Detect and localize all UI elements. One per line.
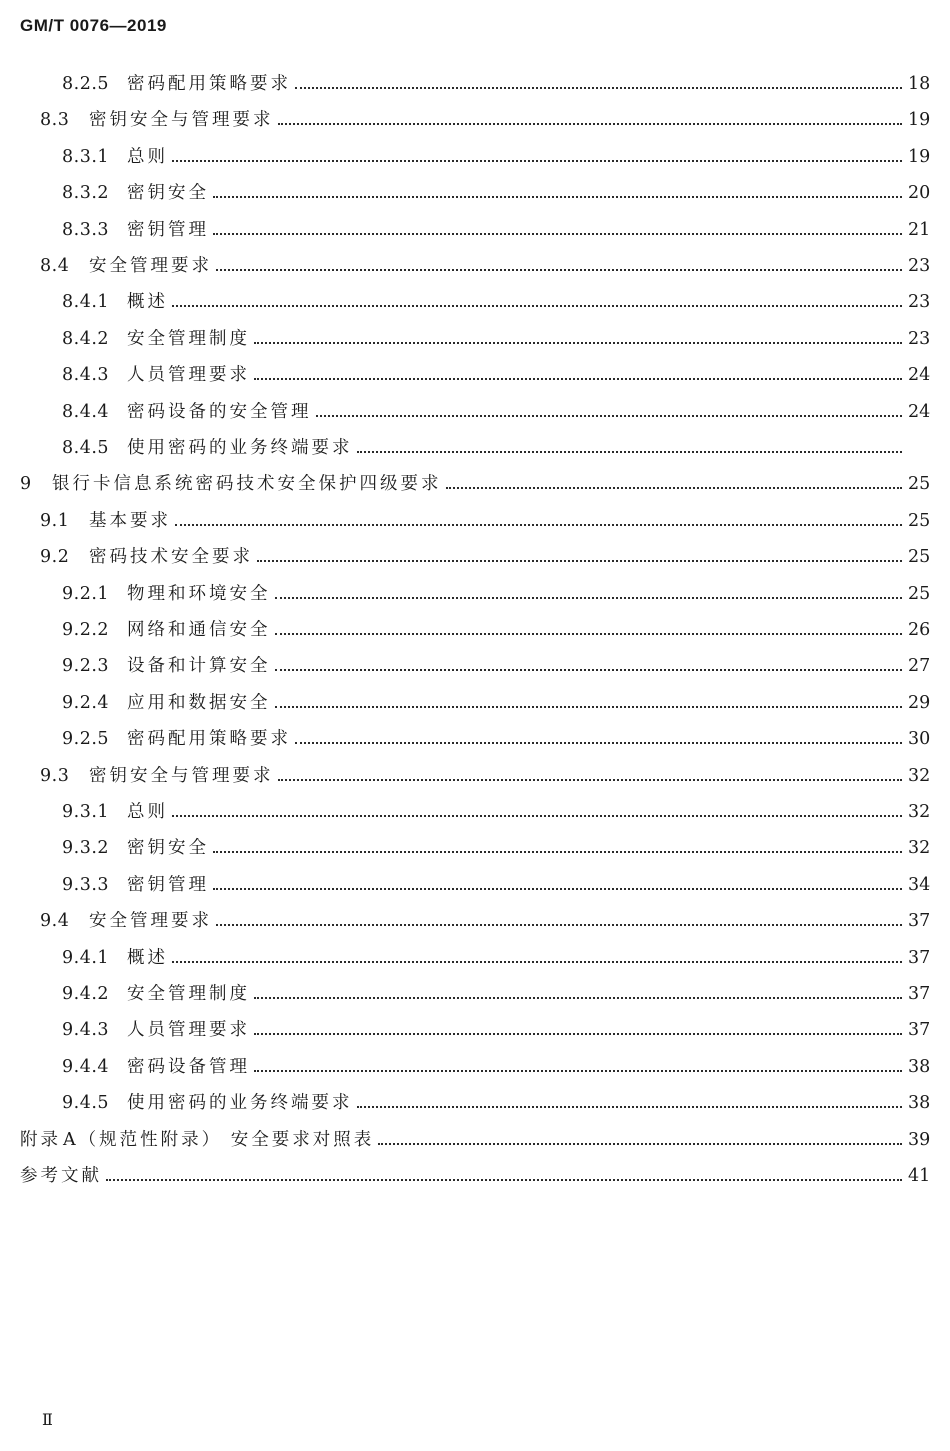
toc-entry-title: A（规范性附录） 安全要求对照表 [63,1129,375,1150]
toc-entry-number: 9.1 [40,510,70,531]
toc-entry-title: 安全管理要求 [89,256,212,276]
toc-entry[interactable] [40,248,930,284]
toc-entry[interactable] [62,321,930,357]
toc-entry-number: 9.2 [40,547,70,568]
toc-entry-title: 密码技术安全要求 [89,547,253,568]
dot-leader [254,976,902,1012]
toc-entry-page: 25 [908,474,931,495]
dot-leader [378,1122,902,1158]
toc-entry-page: 21 [908,219,931,240]
toc-entry[interactable] [62,794,930,830]
toc-entry[interactable] [62,830,930,866]
dot-leader [172,794,902,830]
toc-entry-page: 37 [908,947,931,968]
toc-entry-page: 25 [908,547,931,568]
toc-entry[interactable] [40,539,930,575]
dot-leader [172,139,902,175]
toc-entry-title: 使用密码的业务终端要求 [127,438,353,458]
dot-leader [275,612,903,648]
toc-entry[interactable] [20,466,930,502]
toc-entry-number: 9.3 [40,765,70,786]
toc-entry-page: 20 [908,183,931,204]
toc-entry-number: 9.3.3 [62,874,110,895]
dot-leader [213,175,902,211]
dot-leader [216,903,902,939]
toc-entry[interactable] [62,576,930,612]
toc-entry-number: 8.2.5 [62,74,110,94]
toc-entry-page: 41 [908,1166,931,1186]
toc-entry-number: 9.4 [40,911,70,932]
toc-entry-page: 24 [908,365,931,386]
toc-entry-title: 银行卡信息系统密码技术安全保护四级要求 [52,474,442,495]
toc-entry-page: 23 [908,292,931,313]
toc-entry-number: 9.2.4 [62,692,110,713]
toc-entry-title: 基本要求 [89,510,171,531]
toc-entry-number: 9.4.4 [62,1056,110,1077]
toc-entry-title: 参考文献 [20,1166,102,1186]
toc-entry[interactable] [40,903,930,939]
toc-entry-number: 9.2.5 [62,729,110,750]
toc-entry-title: 网络和通信安全 [127,620,271,640]
toc-entry[interactable] [40,503,930,539]
toc-entry-page: 32 [908,838,931,859]
toc-entry-page: 27 [908,656,931,677]
toc-entry-number: 8.3.3 [62,219,110,240]
dot-leader [275,685,903,721]
toc-entry[interactable] [62,867,930,903]
toc-entry-number: 9.3.2 [62,838,110,859]
toc-entry-title: 密码设备的安全管理 [127,401,312,422]
toc-entry-number: 8.4.3 [62,365,110,386]
toc-entry[interactable] [20,1158,930,1194]
dot-leader [172,940,902,976]
document-id-header: GM/T 0076—2019 [20,16,167,35]
toc-entry[interactable] [40,102,930,138]
toc-entry[interactable] [62,1049,930,1085]
toc-entry-page: 30 [908,729,931,750]
toc-entry-title: 密钥安全与管理要求 [89,765,274,786]
toc-entry[interactable] [62,66,930,102]
toc-entry-title: 使用密码的业务终端要求 [127,1093,353,1114]
toc-entry-title: 人员管理要求 [127,1020,250,1041]
toc-entry-number: 9.2.1 [62,583,110,604]
toc-entry-number: 8.3.1 [62,146,110,167]
dot-leader [254,1049,902,1085]
toc-entry-page: 19 [908,110,931,131]
toc-entry[interactable] [62,1012,930,1048]
toc-entry-number: 8.4 [40,256,70,276]
toc-entry-number: 9.2.3 [62,656,110,677]
toc-entry-title: 密钥管理 [127,219,209,240]
toc-entry-page: 32 [908,765,931,786]
toc-entry-page: 38 [908,1093,931,1114]
toc-entry-page: 39 [908,1129,931,1150]
toc-entry-page: 25 [908,510,931,531]
toc-entry-number: 9.4.1 [62,947,110,968]
toc-entry-page: 23 [908,328,931,349]
toc-entry-title: 密码设备管理 [127,1056,250,1077]
toc-entry-title: 应用和数据安全 [127,692,271,713]
dot-leader [254,357,902,393]
dot-leader [213,212,902,248]
dot-leader [295,66,902,102]
toc-entry-page: 32 [908,802,931,822]
dot-leader [357,1085,903,1121]
toc-entry-page: 18 [908,74,931,94]
toc-entry-number: 8.4.1 [62,292,110,313]
toc-entry-page: 24 [908,401,931,422]
dot-leader [278,102,903,138]
toc-entry[interactable] [62,394,930,430]
toc-entry[interactable] [62,212,930,248]
toc-entry[interactable] [62,721,930,757]
toc-entry-title: 密钥安全 [127,183,209,204]
toc-entry-title: 概述 [127,292,168,313]
toc-entry-page: 19 [908,146,931,167]
toc-entry-page: 37 [908,984,931,1004]
toc-entry-number: 8.3.2 [62,183,110,204]
dot-leader [295,721,902,757]
toc-entry-title: 安全管理制度 [127,984,250,1004]
toc-entry-number: 9.2.2 [62,620,110,640]
toc-entry-page: 29 [908,692,931,713]
toc-entry-page: 26 [908,620,931,640]
dot-leader [275,576,903,612]
toc-entry-title: 设备和计算安全 [127,656,271,677]
toc-entry-title: 密钥安全与管理要求 [89,110,274,131]
toc-entry-number: 9.3.1 [62,802,110,822]
toc-entry[interactable] [62,430,930,466]
toc-entry-number: 附录 [20,1129,61,1150]
toc-entry-title: 密码配用策略要求 [127,74,291,94]
dot-leader [254,321,902,357]
dot-leader [254,1012,902,1048]
toc-entry-title: 物理和环境安全 [127,583,271,604]
toc-entry-number: 9.4.2 [62,984,110,1004]
toc-entry-title: 密码配用策略要求 [127,729,291,750]
toc-entry[interactable] [62,940,930,976]
toc-entry-title: 安全管理制度 [127,328,250,349]
toc-entry-title: 密钥安全 [127,838,209,859]
toc-entry[interactable] [62,357,930,393]
toc-entry-number: 9.4.3 [62,1020,110,1041]
toc-entry[interactable] [40,758,930,794]
toc-entry[interactable] [62,976,930,1012]
page-number-footer: Ⅱ [42,1410,53,1429]
toc-entry[interactable] [62,685,930,721]
toc-entry[interactable] [62,612,930,648]
dot-leader [446,466,903,502]
toc-entry-number: 8.4.4 [62,401,110,422]
dot-leader [172,284,902,320]
toc-entry-title: 安全管理要求 [89,911,212,932]
toc-entry[interactable] [62,284,930,320]
toc-entry-number: 9.4.5 [62,1093,110,1114]
dot-leader [216,248,902,284]
toc-entry-number: 9 [20,474,32,495]
dot-leader [257,539,902,575]
toc-entry[interactable] [62,648,930,684]
toc-entry-page: 38 [908,1056,931,1077]
dot-leader [213,830,902,866]
toc-entry-title: 密钥管理 [127,874,209,895]
toc-entry-number: 8.4.5 [62,438,110,458]
toc-entry-page: 25 [908,583,931,604]
toc-entry-title: 人员管理要求 [127,365,250,386]
toc-entry-page: 37 [908,1020,931,1041]
toc-entry-page: 23 [908,256,931,276]
toc-entry[interactable] [62,139,930,175]
toc-entry-title: 概述 [127,947,168,968]
dot-leader [357,430,903,466]
dot-leader [278,758,903,794]
toc-entry[interactable] [20,1122,930,1158]
dot-leader [175,503,902,539]
toc-entry[interactable] [62,1085,930,1121]
toc-entry-number: 8.3 [40,110,70,131]
toc-entry-title: 总则 [127,146,168,167]
dot-leader [213,867,902,903]
toc-entry-page: 37 [908,911,931,932]
toc-entry-title: 总则 [127,802,168,822]
toc-entry-page: 34 [908,874,931,895]
toc-entry[interactable] [62,175,930,211]
dot-leader [275,648,903,684]
dot-leader [106,1158,902,1194]
toc-entry-number: 8.4.2 [62,328,110,349]
dot-leader [316,394,903,430]
